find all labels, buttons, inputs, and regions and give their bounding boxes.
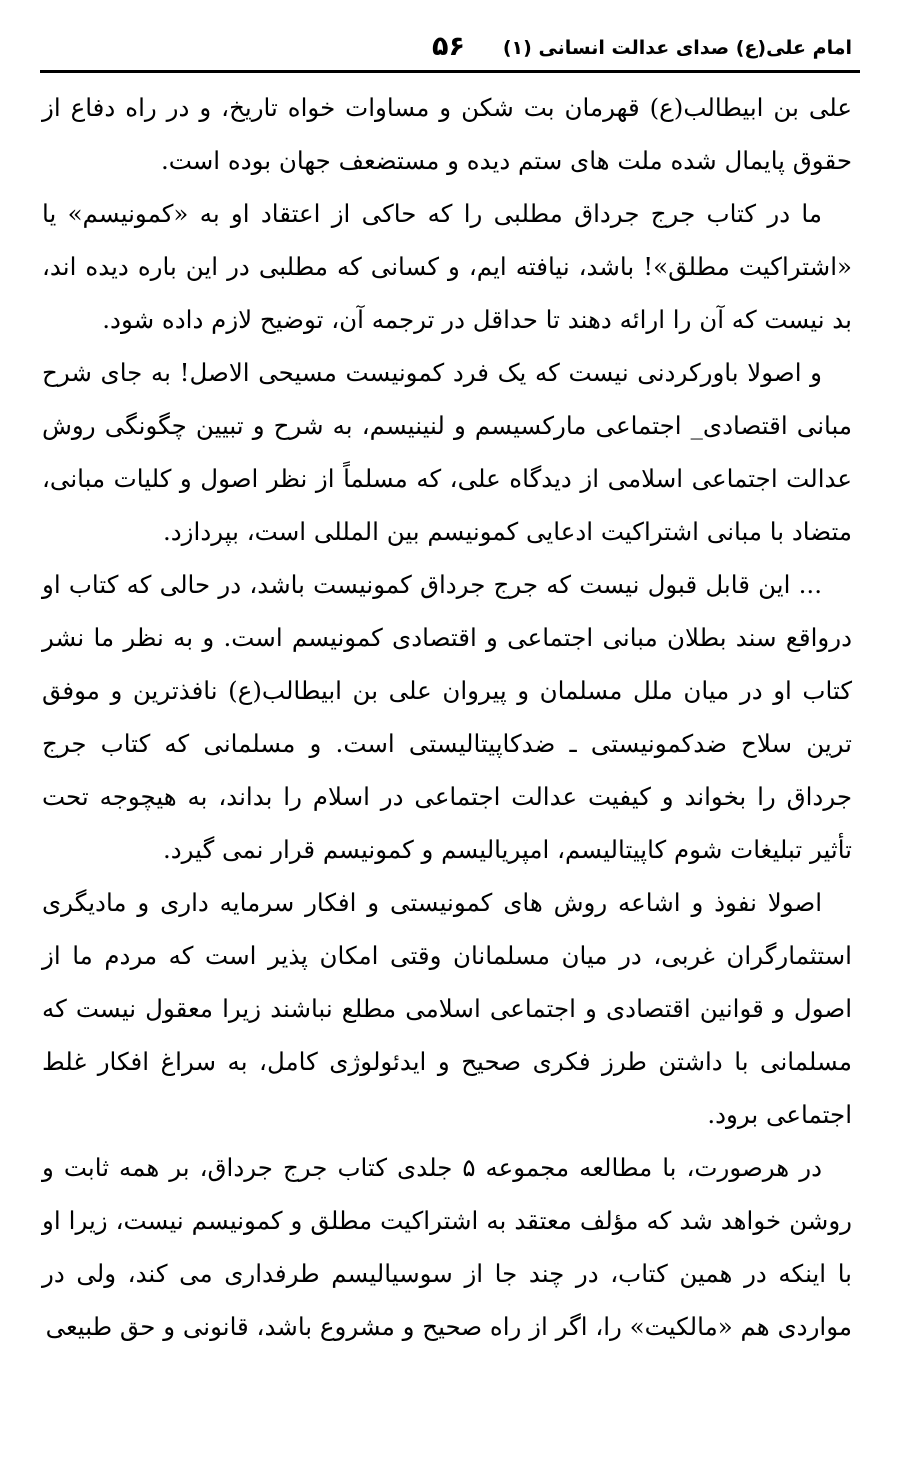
body-text [42,81,852,1353]
paragraph: ما در کتاب جرج جرداق مطلبی را که حاکی از اعتقاد او به «کمونیسم» یا «اشتراکیت مطلق»! باشد، نیافته ایم، و کسانی که مطلبی در این باره دیده اند، بد نیست که آن را ارائه دهند تا حداقل در ترجمه آن، توضیح لازم داده شود. [42,199,852,334]
paragraph: علی بن ابیطالب(ع) قهرمان بت شکن و مساوات خواه تاریخ، و در راه دفاع از حقوق پایمال شده ملت های ستم دیده و مستضعف جهان بوده است. [42,93,852,175]
page-header [40,30,860,70]
running-title: امام علی(ع) صدای عدالت انسانی (۱) [502,37,852,59]
page-number: ۵۶ [432,31,465,62]
paragraph: در هرصورت، با مطالعه مجموعه ۵ جلدی کتاب جرج جرداق، بر همه ثابت و روشن خواهد شد که مؤلف معتقد به اشتراکیت مطلق و کمونیسم نیست، زیرا او با اینکه در همین کتاب، در چند جا از سوسیالیسم طرفداری می کند، ولی در مواردی هم «مالکیت» را، اگر از راه صحیح و مشروع باشد، قانونی و حق طبیعی [42,1153,852,1341]
paragraph: اصولا نفوذ و اشاعه روش های کمونیستی و افکار سرمایه داری و مادیگری استثمارگران غربی، در میان مسلمانان وقتی امکان پذیر است که مردم ما از اصول و قوانین اقتصادی و اجتماعی اسلامی مطلع نباشند زیرا معقول نیست که مسلمانی با داشتن طرز فکری صحیح و ایدئولوژی کامل، به سراغ افکار غلط اجتماعی برود. [42,888,852,1129]
paragraph: و اصولا باورکردنی نیست که یک فرد کمونیست مسیحی الاصل! به جای شرح مبانی اقتصادی_ اجتماعی مارکسیسم و لنینیسم، به شرح و تبیین چگونگی روش عدالت اجتماعی اسلامی از دیدگاه علی، که مسلماً از نظر اصول و کلیات مبانی، متضاد با مبانی اشتراکیت ادعایی کمونیسم بین المللی است، بپردازد. [42,358,852,546]
paragraph: ... این قابل قبول نیست که جرج جرداق کمونیست باشد، در حالی که کتاب او درواقع سند بطلان مبانی اجتماعی و اقتصادی کمونیسم است. و به نظر ما نشر کتاب او در میان ملل مسلمان و پیروان علی بن ابیطالب(ع) نافذترین و موفق ترین سلاح ضدکمونیستی ـ ضدکاپیتالیستی است. و مسلمانی که کتاب جرج جرداق را بخواند و کیفیت عدالت اجتماعی در اسلام را بداند، به هیچوجه تحت تأثیر تبلیغات شوم کاپیتالیسم، امپریالیسم و کمونیسم قرار نمی گیرد. [42,570,852,864]
header-divider [40,70,860,73]
